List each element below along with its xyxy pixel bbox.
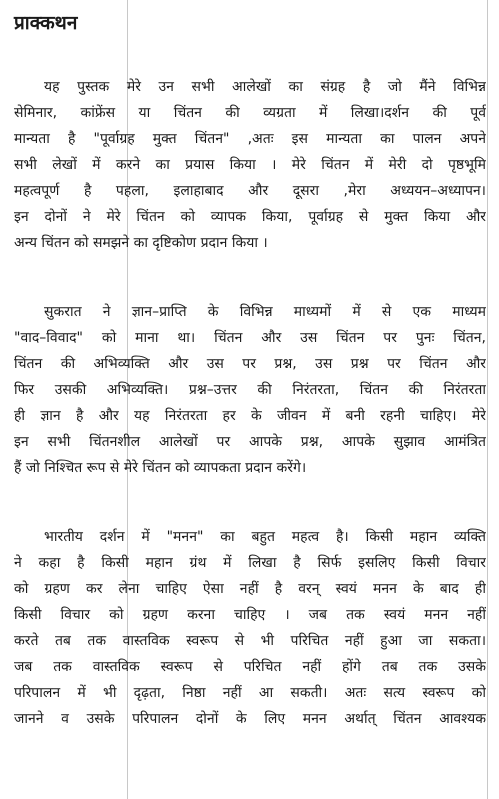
- paragraph-1-line-7: अन्य चिंतन को समझने का दृष्टिकोण प्रदान किया ।: [14, 235, 268, 251]
- paragraph-1-line-3: मान्यता है "पूर्वाग्रह मुक्त चिंतन" ,अतः इस मान्यता का पालन अपने: [14, 131, 486, 147]
- paragraph-2-line-3: चिंतन की अभिव्यक्ति और उस पर प्रश्न, उस प्रश्न पर चिंतन और: [14, 356, 486, 372]
- paragraph-2-line-7: हैं जो निश्चित रूप से मेरे चिंतन को व्यापकता प्रदान करेंगे।: [14, 460, 307, 476]
- paragraph-1-line-4: सभी लेखों में करने का प्रयास किया । मेरे चिंतन में मेरी दो पृष्ठभूमि: [14, 157, 486, 173]
- paragraph-2-line-4: फिर उसकी अभिव्यक्ति। प्रश्न–उत्तर की निरंतरता, चिंतन की निरंतरता: [14, 382, 486, 398]
- paragraph-3-line-4: किसी विचार को ग्रहण करना चाहिए । जब तक स्वयं मनन नहीं: [14, 607, 486, 623]
- paragraph-3-line-6: जब तक वास्तविक स्वरूप से परिचित नहीं होंगे तब तक उसके: [14, 659, 486, 675]
- paragraph-2-line-2: "वाद–विवाद" को माना था। चिंतन और उस चिंतन पर पुनः चिंतन,: [14, 330, 486, 346]
- paragraph-1-line-6: इन दोनों ने मेरे चिंतन को व्यापक किया, पूर्वाग्रह से मुक्त किया और: [14, 209, 486, 225]
- paragraph-3-line-7: परिपालन में भी दृढ़ता, निष्ठा नहीं आ सकती। अतः सत्य स्वरूप को: [14, 685, 486, 701]
- paragraph-3-line-8: जानने व उसके परिपालन दोनों के लिए मनन अर्थात् चिंतन आवश्यक: [14, 711, 486, 727]
- paragraph-1-line-5: महत्वपूर्ण है पहला, इलाहाबाद और दूसरा ,मेरा अध्ययन–अध्यापन।: [14, 183, 486, 199]
- paragraph-1-line-1: यह पुस्तक मेरे उन सभी आलेखों का संग्रह है जो मैंने विभिन्न: [44, 79, 486, 95]
- paragraph-1-line-2: सेमिनार, कांफ्रेंस या चिंतन की व्यग्रता में लिखा।दर्शन की पूर्व: [14, 105, 486, 121]
- paragraph-3-line-3: को ग्रहण कर लेना चाहिए ऐसा नहीं है वरन् स्वयं मनन के बाद ही: [14, 581, 486, 597]
- page-heading: प्राक्कथन: [14, 12, 78, 34]
- paragraph-2-line-1: सुकरात ने ज्ञान–प्राप्ति के विभिन्न माध्यमों में से एक माध्यम: [44, 304, 486, 320]
- paragraph-2-line-5: ही ज्ञान है और यह निरंतरता हर के जीवन में बनी रहनी चाहिए। मेरे: [14, 408, 486, 424]
- paragraph-3-line-1: भारतीय दर्शन में "मनन" का बहुत महत्व है। किसी महान व्यक्ति: [44, 529, 486, 545]
- paragraph-2-line-6: इन सभी चिंतनशील आलेखों पर आपके प्रश्न, आपके सुझाव आमंत्रित: [14, 434, 486, 450]
- scan-edge-line: [487, 0, 488, 799]
- paragraph-3-line-2: ने कहा है किसी महान ग्रंथ में लिखा है सिर्फ इसलिए किसी विचार: [14, 555, 486, 571]
- paragraph-3-line-5: करते तब तक वास्तविक स्वरूप से भी परिचित नहीं हुआ जा सकता।: [14, 633, 486, 649]
